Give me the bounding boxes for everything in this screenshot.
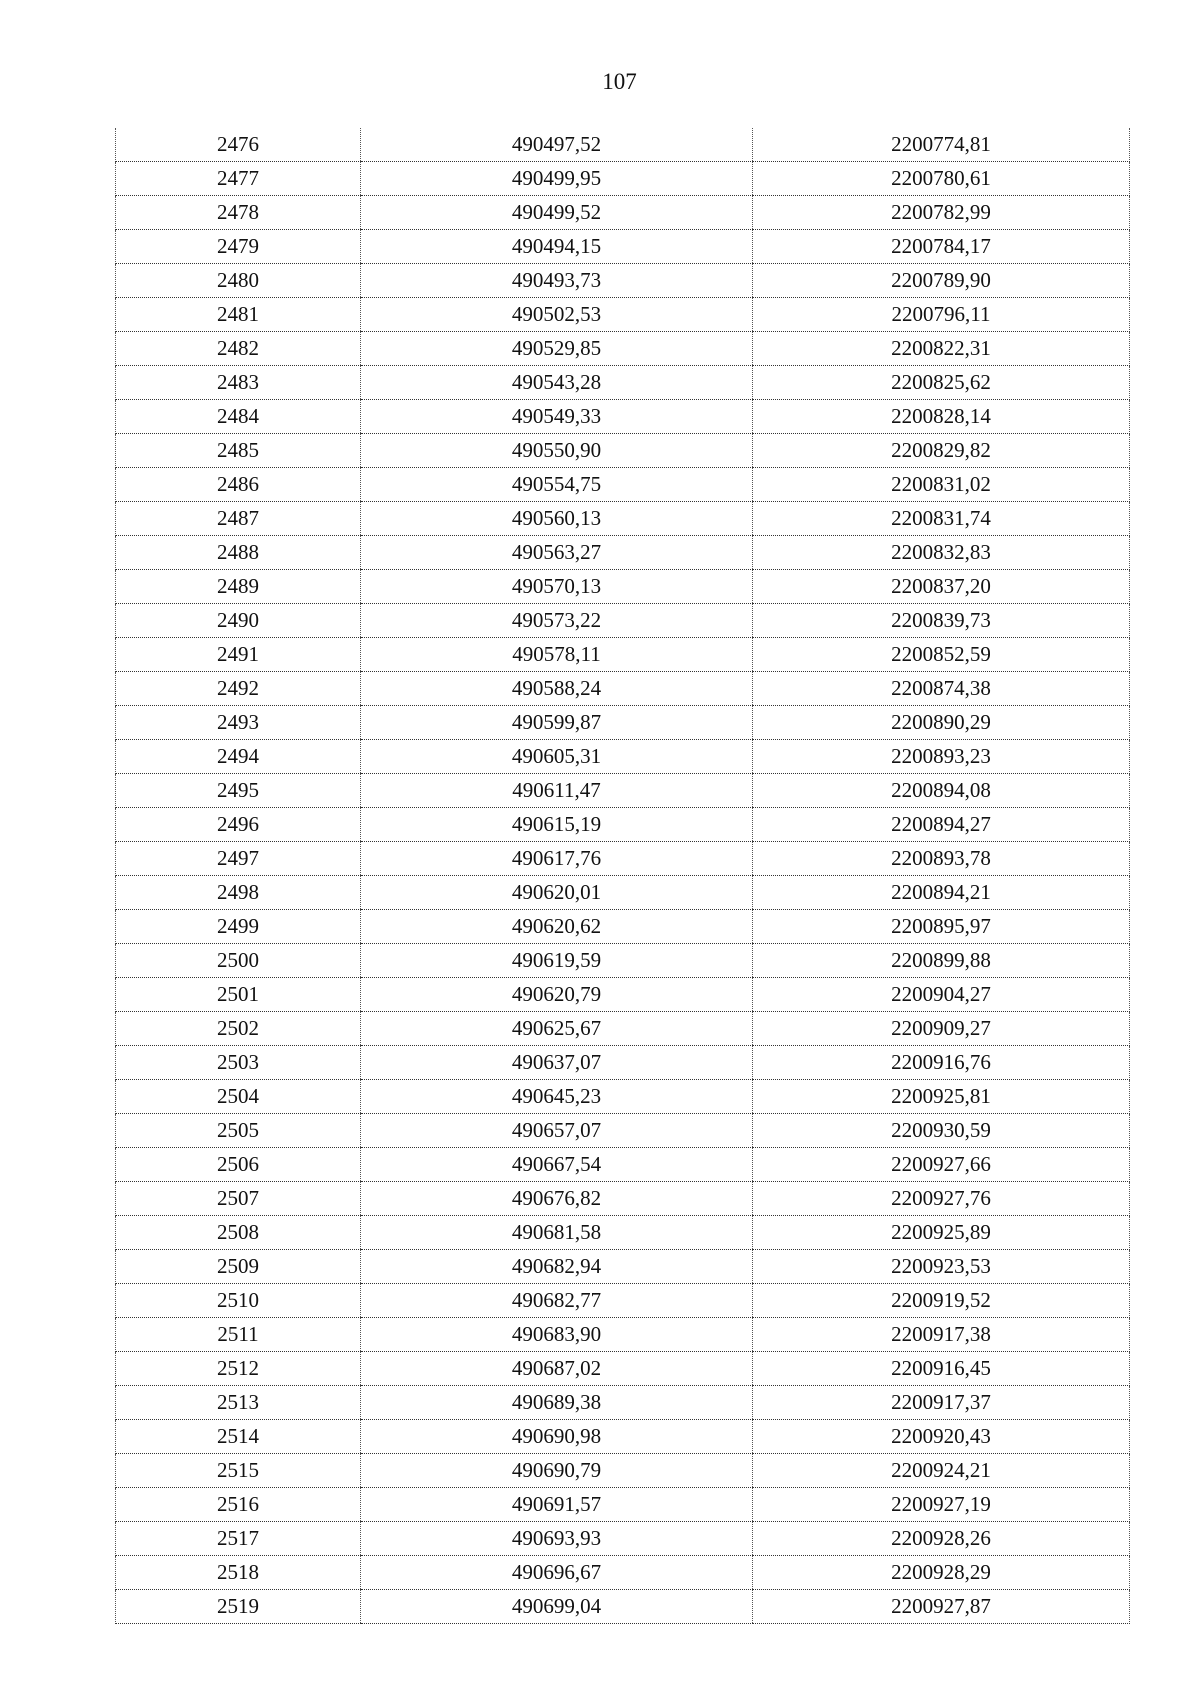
x-coordinate-cell: 490620,79 xyxy=(361,978,753,1012)
x-coordinate-cell: 490681,58 xyxy=(361,1216,753,1250)
x-coordinate-cell: 490550,90 xyxy=(361,434,753,468)
x-coordinate-cell: 490693,93 xyxy=(361,1522,753,1556)
y-coordinate-cell: 2200831,74 xyxy=(753,502,1130,536)
x-coordinate-cell: 490690,98 xyxy=(361,1420,753,1454)
table-row xyxy=(116,332,1130,366)
point-number-cell: 2493 xyxy=(116,706,361,740)
table-row xyxy=(116,1556,1130,1590)
x-coordinate-cell: 490549,33 xyxy=(361,400,753,434)
point-number-cell: 2479 xyxy=(116,230,361,264)
point-number-cell: 2494 xyxy=(116,740,361,774)
y-coordinate-cell: 2200837,20 xyxy=(753,570,1130,604)
x-coordinate-cell: 490502,53 xyxy=(361,298,753,332)
y-coordinate-cell: 2200895,97 xyxy=(753,910,1130,944)
point-number-cell: 2512 xyxy=(116,1352,361,1386)
table-row xyxy=(116,502,1130,536)
point-number-cell: 2505 xyxy=(116,1114,361,1148)
point-number-cell: 2481 xyxy=(116,298,361,332)
y-coordinate-cell: 2200832,83 xyxy=(753,536,1130,570)
x-coordinate-cell: 490690,79 xyxy=(361,1454,753,1488)
y-coordinate-cell: 2200923,53 xyxy=(753,1250,1130,1284)
x-coordinate-cell: 490578,11 xyxy=(361,638,753,672)
point-number-cell: 2483 xyxy=(116,366,361,400)
y-coordinate-cell: 2200796,11 xyxy=(753,298,1130,332)
table-row xyxy=(116,740,1130,774)
x-coordinate-cell: 490529,85 xyxy=(361,332,753,366)
x-coordinate-cell: 490605,31 xyxy=(361,740,753,774)
point-number-cell: 2506 xyxy=(116,1148,361,1182)
point-number-cell: 2501 xyxy=(116,978,361,1012)
x-coordinate-cell: 490620,01 xyxy=(361,876,753,910)
y-coordinate-cell: 2200917,37 xyxy=(753,1386,1130,1420)
point-number-cell: 2476 xyxy=(116,128,361,162)
point-number-cell: 2513 xyxy=(116,1386,361,1420)
table-row xyxy=(116,1114,1130,1148)
coordinates-table-body xyxy=(116,128,1130,1624)
table-row xyxy=(116,264,1130,298)
x-coordinate-cell: 490667,54 xyxy=(361,1148,753,1182)
x-coordinate-cell: 490588,24 xyxy=(361,672,753,706)
y-coordinate-cell: 2200917,38 xyxy=(753,1318,1130,1352)
x-coordinate-cell: 490620,62 xyxy=(361,910,753,944)
point-number-cell: 2495 xyxy=(116,774,361,808)
x-coordinate-cell: 490682,94 xyxy=(361,1250,753,1284)
coordinates-table xyxy=(115,128,1130,1624)
table-row xyxy=(116,706,1130,740)
point-number-cell: 2500 xyxy=(116,944,361,978)
point-number-cell: 2508 xyxy=(116,1216,361,1250)
y-coordinate-cell: 2200904,27 xyxy=(753,978,1130,1012)
y-coordinate-cell: 2200839,73 xyxy=(753,604,1130,638)
table-row xyxy=(116,1386,1130,1420)
y-coordinate-cell: 2200780,61 xyxy=(753,162,1130,196)
point-number-cell: 2499 xyxy=(116,910,361,944)
point-number-cell: 2496 xyxy=(116,808,361,842)
table-row xyxy=(116,876,1130,910)
point-number-cell: 2507 xyxy=(116,1182,361,1216)
y-coordinate-cell: 2200782,99 xyxy=(753,196,1130,230)
point-number-cell: 2514 xyxy=(116,1420,361,1454)
y-coordinate-cell: 2200899,88 xyxy=(753,944,1130,978)
table-row xyxy=(116,842,1130,876)
x-coordinate-cell: 490543,28 xyxy=(361,366,753,400)
x-coordinate-cell: 490563,27 xyxy=(361,536,753,570)
table-row xyxy=(116,1522,1130,1556)
x-coordinate-cell: 490611,47 xyxy=(361,774,753,808)
table-row xyxy=(116,1012,1130,1046)
point-number-cell: 2489 xyxy=(116,570,361,604)
x-coordinate-cell: 490499,52 xyxy=(361,196,753,230)
y-coordinate-cell: 2200927,19 xyxy=(753,1488,1130,1522)
table-row xyxy=(116,910,1130,944)
x-coordinate-cell: 490499,95 xyxy=(361,162,753,196)
x-coordinate-cell: 490657,07 xyxy=(361,1114,753,1148)
point-number-cell: 2502 xyxy=(116,1012,361,1046)
y-coordinate-cell: 2200925,89 xyxy=(753,1216,1130,1250)
y-coordinate-cell: 2200930,59 xyxy=(753,1114,1130,1148)
table-row xyxy=(116,1454,1130,1488)
point-number-cell: 2487 xyxy=(116,502,361,536)
table-row xyxy=(116,1216,1130,1250)
point-number-cell: 2484 xyxy=(116,400,361,434)
x-coordinate-cell: 490560,13 xyxy=(361,502,753,536)
page-number: 107 xyxy=(602,69,637,94)
point-number-cell: 2477 xyxy=(116,162,361,196)
point-number-cell: 2515 xyxy=(116,1454,361,1488)
table-row xyxy=(116,1488,1130,1522)
table-row xyxy=(116,604,1130,638)
table-row xyxy=(116,162,1130,196)
x-coordinate-cell: 490696,67 xyxy=(361,1556,753,1590)
y-coordinate-cell: 2200927,76 xyxy=(753,1182,1130,1216)
y-coordinate-cell: 2200919,52 xyxy=(753,1284,1130,1318)
x-coordinate-cell: 490687,02 xyxy=(361,1352,753,1386)
point-number-cell: 2482 xyxy=(116,332,361,366)
y-coordinate-cell: 2200774,81 xyxy=(753,128,1130,162)
x-coordinate-cell: 490497,52 xyxy=(361,128,753,162)
table-row xyxy=(116,774,1130,808)
point-number-cell: 2509 xyxy=(116,1250,361,1284)
y-coordinate-cell: 2200920,43 xyxy=(753,1420,1130,1454)
y-coordinate-cell: 2200852,59 xyxy=(753,638,1130,672)
y-coordinate-cell: 2200916,76 xyxy=(753,1046,1130,1080)
table-row xyxy=(116,1080,1130,1114)
y-coordinate-cell: 2200828,14 xyxy=(753,400,1130,434)
y-coordinate-cell: 2200822,31 xyxy=(753,332,1130,366)
y-coordinate-cell: 2200894,27 xyxy=(753,808,1130,842)
y-coordinate-cell: 2200890,29 xyxy=(753,706,1130,740)
y-coordinate-cell: 2200927,87 xyxy=(753,1590,1130,1624)
point-number-cell: 2497 xyxy=(116,842,361,876)
table-row xyxy=(116,1250,1130,1284)
point-number-cell: 2503 xyxy=(116,1046,361,1080)
point-number-cell: 2490 xyxy=(116,604,361,638)
x-coordinate-cell: 490645,23 xyxy=(361,1080,753,1114)
point-number-cell: 2480 xyxy=(116,264,361,298)
y-coordinate-cell: 2200874,38 xyxy=(753,672,1130,706)
table-row xyxy=(116,1148,1130,1182)
point-number-cell: 2510 xyxy=(116,1284,361,1318)
y-coordinate-cell: 2200909,27 xyxy=(753,1012,1130,1046)
table-row xyxy=(116,1284,1130,1318)
x-coordinate-cell: 490615,19 xyxy=(361,808,753,842)
table-row xyxy=(116,1182,1130,1216)
table-row xyxy=(116,570,1130,604)
table-row xyxy=(116,298,1130,332)
table-row xyxy=(116,1318,1130,1352)
table-row xyxy=(116,1046,1130,1080)
table-row xyxy=(116,1590,1130,1624)
y-coordinate-cell: 2200893,23 xyxy=(753,740,1130,774)
point-number-cell: 2488 xyxy=(116,536,361,570)
x-coordinate-cell: 490494,15 xyxy=(361,230,753,264)
y-coordinate-cell: 2200924,21 xyxy=(753,1454,1130,1488)
point-number-cell: 2519 xyxy=(116,1590,361,1624)
y-coordinate-cell: 2200894,21 xyxy=(753,876,1130,910)
table-row xyxy=(116,808,1130,842)
table-row xyxy=(116,638,1130,672)
point-number-cell: 2516 xyxy=(116,1488,361,1522)
y-coordinate-cell: 2200829,82 xyxy=(753,434,1130,468)
x-coordinate-cell: 490683,90 xyxy=(361,1318,753,1352)
y-coordinate-cell: 2200925,81 xyxy=(753,1080,1130,1114)
table-row xyxy=(116,1420,1130,1454)
x-coordinate-cell: 490493,73 xyxy=(361,264,753,298)
point-number-cell: 2492 xyxy=(116,672,361,706)
table-row xyxy=(116,196,1130,230)
point-number-cell: 2504 xyxy=(116,1080,361,1114)
y-coordinate-cell: 2200928,29 xyxy=(753,1556,1130,1590)
table-row xyxy=(116,536,1130,570)
x-coordinate-cell: 490689,38 xyxy=(361,1386,753,1420)
x-coordinate-cell: 490699,04 xyxy=(361,1590,753,1624)
point-number-cell: 2478 xyxy=(116,196,361,230)
x-coordinate-cell: 490637,07 xyxy=(361,1046,753,1080)
table-row xyxy=(116,468,1130,502)
table-row xyxy=(116,1352,1130,1386)
x-coordinate-cell: 490619,59 xyxy=(361,944,753,978)
y-coordinate-cell: 2200893,78 xyxy=(753,842,1130,876)
x-coordinate-cell: 490691,57 xyxy=(361,1488,753,1522)
y-coordinate-cell: 2200927,66 xyxy=(753,1148,1130,1182)
table-row xyxy=(116,434,1130,468)
table-row xyxy=(116,366,1130,400)
x-coordinate-cell: 490599,87 xyxy=(361,706,753,740)
table-row xyxy=(116,400,1130,434)
x-coordinate-cell: 490676,82 xyxy=(361,1182,753,1216)
x-coordinate-cell: 490682,77 xyxy=(361,1284,753,1318)
point-number-cell: 2511 xyxy=(116,1318,361,1352)
point-number-cell: 2498 xyxy=(116,876,361,910)
table-row xyxy=(116,978,1130,1012)
table-row xyxy=(116,230,1130,264)
y-coordinate-cell: 2200789,90 xyxy=(753,264,1130,298)
table-row xyxy=(116,128,1130,162)
table-row xyxy=(116,672,1130,706)
y-coordinate-cell: 2200784,17 xyxy=(753,230,1130,264)
x-coordinate-cell: 490570,13 xyxy=(361,570,753,604)
table-row xyxy=(116,944,1130,978)
point-number-cell: 2486 xyxy=(116,468,361,502)
y-coordinate-cell: 2200894,08 xyxy=(753,774,1130,808)
point-number-cell: 2518 xyxy=(116,1556,361,1590)
x-coordinate-cell: 490573,22 xyxy=(361,604,753,638)
point-number-cell: 2491 xyxy=(116,638,361,672)
point-number-cell: 2485 xyxy=(116,434,361,468)
y-coordinate-cell: 2200916,45 xyxy=(753,1352,1130,1386)
y-coordinate-cell: 2200928,26 xyxy=(753,1522,1130,1556)
y-coordinate-cell: 2200831,02 xyxy=(753,468,1130,502)
x-coordinate-cell: 490554,75 xyxy=(361,468,753,502)
x-coordinate-cell: 490617,76 xyxy=(361,842,753,876)
point-number-cell: 2517 xyxy=(116,1522,361,1556)
y-coordinate-cell: 2200825,62 xyxy=(753,366,1130,400)
x-coordinate-cell: 490625,67 xyxy=(361,1012,753,1046)
